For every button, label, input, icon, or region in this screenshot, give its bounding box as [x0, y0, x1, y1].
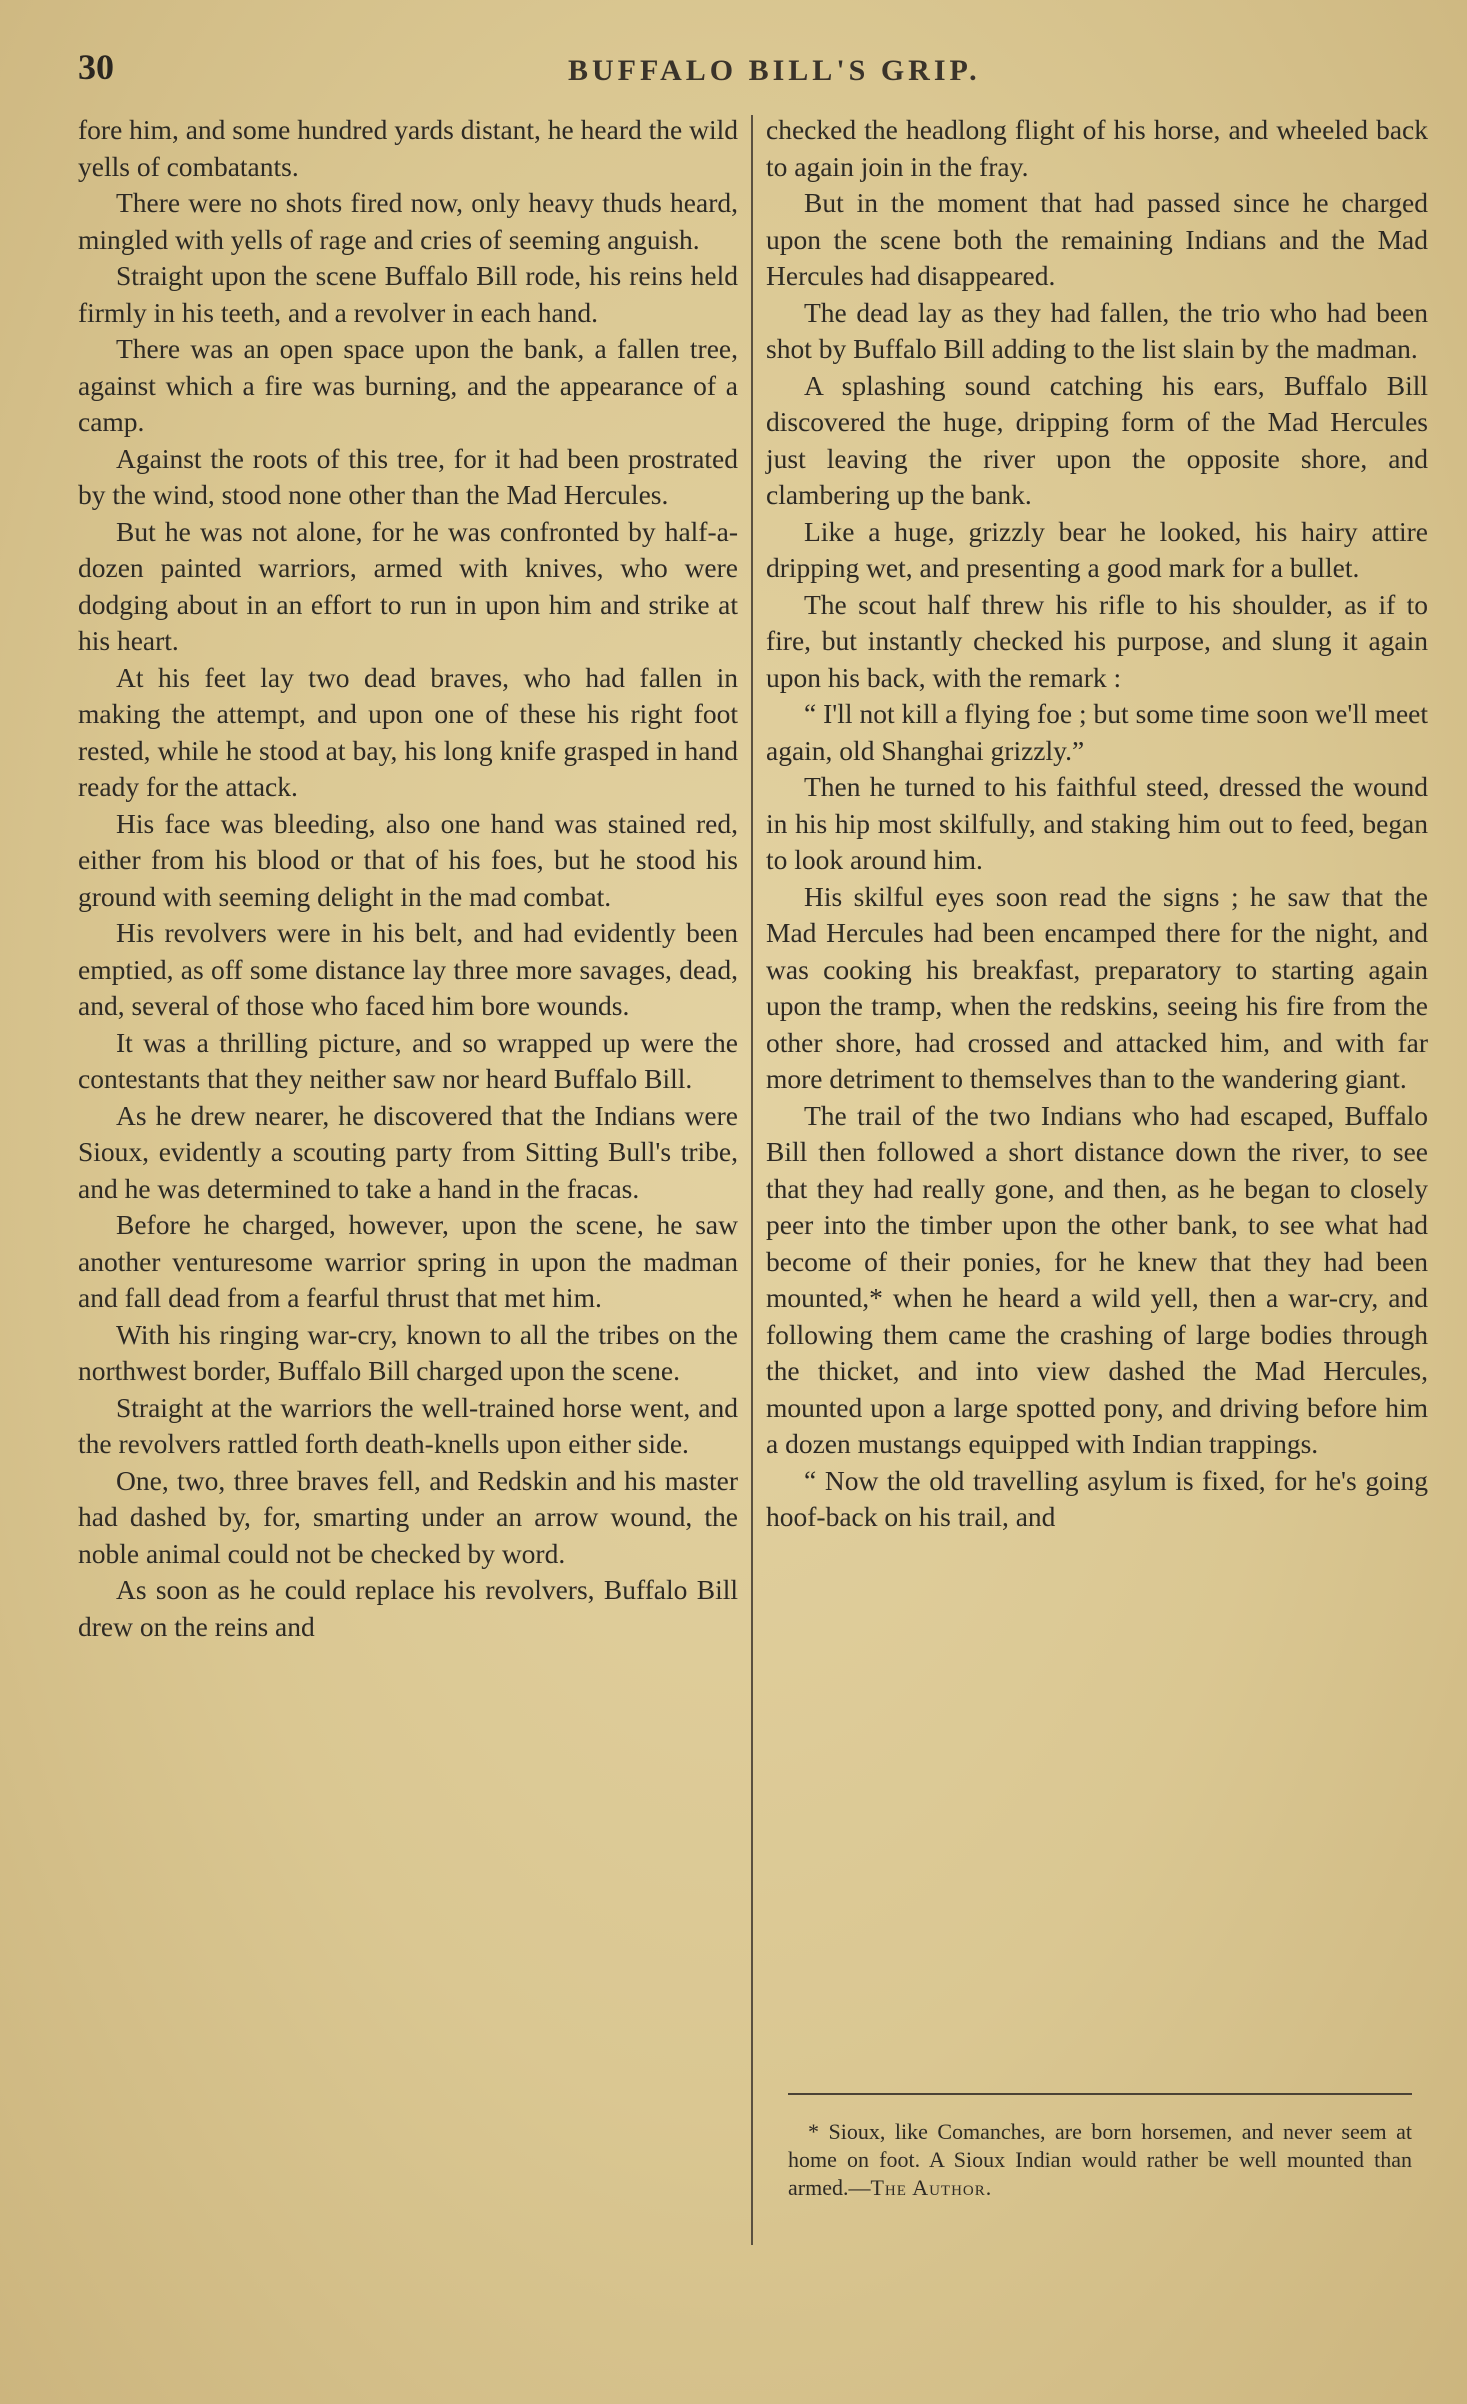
paragraph: checked the headlong flight of his horse, and wheeled back to again join in the fray. — [766, 114, 1428, 182]
paragraph: There were no shots fired now, only heavy thuds heard, mingled with yells of rage and cries of seeming anguish. — [78, 187, 738, 255]
paragraph: With his ringing war-cry, known to all the tribes on the northwest border, Buffalo Bill charged upon the scene. — [78, 1318, 738, 1386]
paragraph: At his feet lay two dead braves, who had fallen in making the attempt, and upon one of these his right foot rested, while he stood at bay, his long knife grasped in hand ready for the attack. — [78, 661, 738, 802]
paragraph: His revolvers were in his belt, and had evidently been emptied, as off some distance lay three more savages, dead, and, several of those who faced him bore wounds. — [78, 917, 738, 1021]
paragraph: The trail of the two Indians who had escaped, Buffalo Bill then followed a short distance down the river, to see that they had really gone, and then, as he began to closely peer into the timber upon the other bank, to see what had become of their ponies, for he knew that they had been mounted,* when he heard a wild yell, then a war-cry, and following them came the crashing of large bodies through the thicket, and into view dashed the Mad Hercules, mounted upon a large spotted pony, and driving before him a dozen mustangs equipped with Indian trappings. — [766, 1099, 1428, 1459]
column-divider — [751, 115, 753, 2245]
page-header — [78, 40, 1427, 100]
paragraph: One, two, three braves fell, and Redskin and his master had dashed by, for, smarting under an arrow wound, the noble animal could not be checked by word. — [78, 1464, 738, 1569]
paragraph: “ I'll not kill a flying foe ; but some time soon we'll meet again, old Shanghai grizzly.” — [766, 698, 1428, 766]
paragraph: But he was not alone, for he was confronted by half-a-dozen painted warriors, armed with knives, who were dodging about in an effort to run in upon him and strike at his heart. — [78, 515, 738, 656]
page-number: 30 — [78, 47, 114, 87]
paragraph: A splashing sound catching his ears, Buffalo Bill discovered the huge, dripping form of the Mad Hercules just leaving the river upon the opposite shore, and clambering up the bank. — [766, 369, 1428, 510]
paragraph: fore him, and some hundred yards distant, he heard the wild yells of combatants. — [78, 114, 738, 182]
paragraph: The dead lay as they had fallen, the trio who had been shot by Buffalo Bill adding to the list slain by the madman. — [766, 296, 1428, 364]
paragraph: His skilful eyes soon read the signs ; he saw that the Mad Hercules had been encamped there for the night, and was cooking his breakfast, preparatory to starting again upon the tramp, when the redskins, seeing his fire from the other shore, had crossed and attacked him, and with far more detriment to themselves than to the wandering giant. — [766, 880, 1428, 1094]
paragraph: There was an open space upon the bank, a fallen tree, against which a fire was burning, and the appearance of a camp. — [78, 333, 738, 437]
paragraph: Like a huge, grizzly bear he looked, his hairy attire dripping wet, and presenting a good mark for a bullet. — [766, 515, 1428, 583]
footnote-signature: The Author. — [870, 2175, 993, 2200]
paragraph: As he drew nearer, he discovered that the Indians were Sioux, evidently a scouting party from Sitting Bull's tribe, and he was determined to take a hand in the fracas. — [78, 1099, 738, 1204]
right-column — [766, 112, 1428, 1536]
paragraph: Before he charged, however, upon the scene, he saw another venturesome warrior spring in upon the madman and fall dead from a fearful thrust that met him. — [78, 1209, 738, 1313]
footnote-rule — [788, 2093, 1412, 2095]
paragraph: Then he turned to his faithful steed, dressed the wound in his hip most skilfully, and staking him out to feed, began to look around him. — [766, 771, 1428, 875]
paragraph: “ Now the old travelling asylum is fixed, for he's going hoof-back on his trail, and — [766, 1464, 1428, 1532]
paragraph: As soon as he could replace his revolvers, Buffalo Bill drew on the reins and — [78, 1574, 738, 1642]
footnote — [788, 2118, 1412, 2202]
paragraph: Against the roots of this tree, for it had been prostrated by the wind, stood none other than the Mad Hercules. — [78, 442, 738, 510]
paragraph: It was a thrilling picture, and so wrapped up were the contestants that they neither saw nor heard Buffalo Bill. — [78, 1026, 738, 1094]
footnote-text: * Sioux, like Comanches, are born horsemen, and never seem at home on foot. A Sioux Indian would rather be well mounted than armed.— — [788, 2119, 1412, 2200]
paragraph: Straight upon the scene Buffalo Bill rode, his reins held firmly in his teeth, and a revolver in each hand. — [78, 260, 738, 328]
paragraph: The scout half threw his rifle to his shoulder, as if to fire, but instantly checked his purpose, and slung it again upon his back, with the remark : — [766, 588, 1428, 693]
paragraph: Straight at the warriors the well-trained horse went, and the revolvers rattled forth death-knells upon either side. — [78, 1391, 738, 1459]
running-head: BUFFALO BILL'S GRIP. — [568, 54, 981, 87]
paragraph: But in the moment that had passed since he charged upon the scene both the remaining Indians and the Mad Hercules had disappeared. — [766, 187, 1428, 291]
left-column — [78, 112, 738, 1645]
paragraph: His face was bleeding, also one hand was stained red, either from his blood or that of his foes, but he stood his ground with seeming delight in the mad combat. — [78, 807, 738, 912]
